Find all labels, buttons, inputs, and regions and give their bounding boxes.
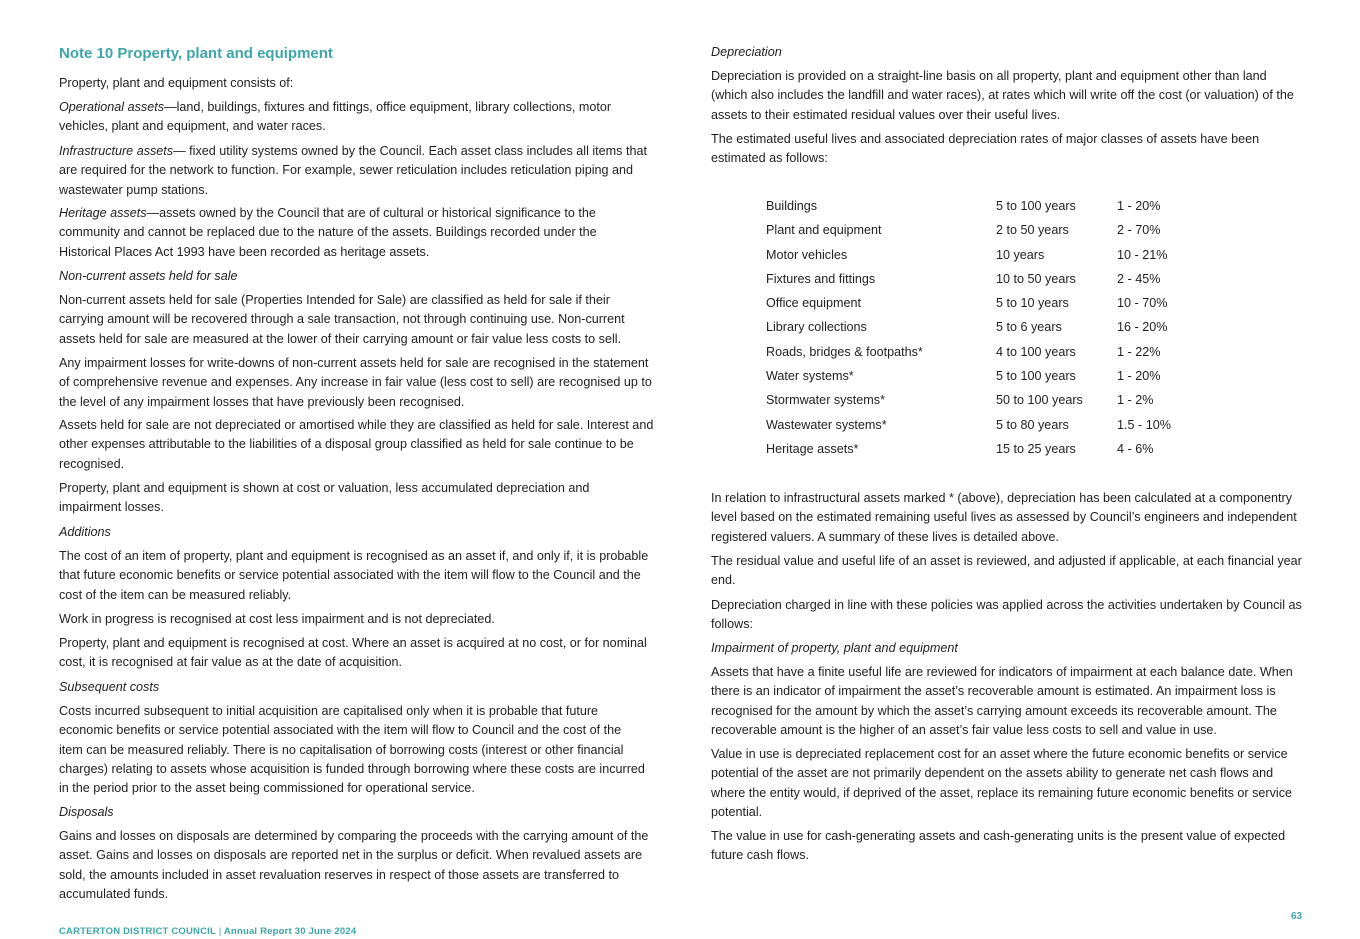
depreciation-paragraph-2: The estimated useful lives and associated depreciation rates of major classes of assets have been estimated as follows:: [711, 132, 1260, 166]
footer-org-name: CARTERTON DISTRICT COUNCIL: [59, 926, 216, 937]
infrastructure-assets-paragraph: Infrastructure assets— fixed utility systems owned by the Council. Each asset class includes all items that are required for the network to function. For example, sewer reticulation includes reticulation piping and wastewater pump stations.: [59, 144, 647, 197]
additions-paragraph-3: Property, plant and equipment is recognised at cost. Where an asset is acquired at no cost, or for nominal cost, it is recognised at fair value as at the date of acquisition.: [59, 636, 647, 670]
useful-life-cell: 50 to 100 years: [996, 393, 1083, 408]
ncahfs-paragraph-3: Assets held for sale are not depreciated or amortised while they are classified as held for sale. Interest and other expenses attributable to the liabilities of a disposal group classified as held for sale continue to be recognised.: [59, 418, 654, 471]
depreciation-rate-cell: 1 - 22%: [1117, 344, 1161, 359]
depreciation-rate-cell: 16 - 20%: [1117, 320, 1168, 335]
disposals-paragraph: Gains and losses on disposals are determined by comparing the proceeds with the carrying amount of the asset. Gains and losses on disposals are reported net in the surplus or deficit. When revalued assets are sold, the amounts included in asset revaluation reserves in respect of those assets are transferred to accumulated funds.: [59, 829, 649, 901]
infrastructure-assets-term: Infrastructure assets: [59, 144, 174, 158]
page-title: Note 10 Property, plant and equipment: [59, 45, 333, 62]
useful-life-cell: 5 to 80 years: [996, 417, 1069, 432]
impairment-paragraph-2: Value in use is depreciated replacement cost for an asset where the future economic benefits or service potential of the asset are not primarily dependent on the assets ability to generate net cash flows and where the entity would, if deprived of the asset, replace its remaining future economic benefits or service potential.: [711, 747, 1293, 819]
section-heading-subsequent-costs: Subsequent costs: [59, 680, 160, 694]
asset-class-cell: Water systems*: [766, 369, 854, 384]
additions-paragraph-1: The cost of an item of property, plant and equipment is recognised as an asset if, and only if, it is probable that future economic benefits or service potential associated with the item will flow to the Council and the cost of the item can be measured reliably.: [59, 549, 649, 602]
operational-assets-term: Operational assets: [59, 100, 165, 114]
asset-class-cell: Plant and equipment: [766, 223, 882, 238]
useful-life-cell: 2 to 50 years: [996, 223, 1069, 238]
heritage-assets-paragraph: Heritage assets—assets owned by the Council that are of cultural or historical significance to the community and cannot be replaced due to the nature of the assets. Buildings recorded under the Historical Places Act 1993 have been recorded as heritage assets.: [59, 206, 597, 259]
ncahfs-paragraph-2: Any impairment losses for write-downs of non-current assets held for sale are recognised in the statement of comprehensive revenue and expenses. Any increase in fair value (less cost to sell) are recognised up to the level of any impairment losses that have previously been recognised.: [59, 356, 652, 409]
page-footer: [59, 925, 356, 939]
depreciation-charged-paragraph: Depreciation charged in line with these policies was applied across the activities undertaken by Council as follows:: [711, 598, 1302, 632]
residual-value-paragraph: The residual value and useful life of an asset is reviewed, and adjusted if applicable, at each financial year end.: [711, 554, 1302, 588]
impairment-paragraph-3: The value in use for cash-generating assets and cash-generating units is the present value of expected future cash flows.: [711, 829, 1286, 863]
asset-class-cell: Fixtures and fittings: [766, 271, 876, 286]
useful-life-cell: 4 to 100 years: [996, 344, 1076, 359]
depreciation-paragraph-1: Depreciation is provided on a straight-line basis on all property, plant and equipment other than land (which also includes the landfill and water races), at rates which will write off the cost (or valuation) of the assets to their estimated residual values over their useful lives.: [711, 69, 1294, 122]
depreciation-rate-cell: 10 - 21%: [1117, 247, 1168, 262]
depreciation-rate-cell: 1 - 20%: [1117, 369, 1161, 384]
impairment-paragraph-1: Assets that have a finite useful life are reviewed for indicators of impairment at each balance date. When there is an indicator of impairment the asset’s recoverable amount is estimated. An impairment loss is recognised for the amount by which the asset’s carrying amount exceeds its recoverable amount. The recoverable amount is the higher of an asset’s fair value less costs to sell and value in use.: [711, 665, 1293, 737]
useful-life-cell: 15 to 25 years: [996, 441, 1076, 456]
useful-life-cell: 10 to 50 years: [996, 271, 1076, 286]
heritage-assets-term: Heritage assets: [59, 206, 147, 220]
asset-class-cell: Roads, bridges & footpaths*: [766, 344, 923, 359]
asset-class-cell: Heritage assets*: [766, 441, 859, 456]
shown-at-cost-paragraph: Property, plant and equipment is shown at cost or valuation, less accumulated depreciation and impairment losses.: [59, 481, 590, 515]
depreciation-rate-cell: 4 - 6%: [1117, 441, 1154, 456]
depreciation-rate-cell: 1.5 - 10%: [1117, 417, 1171, 432]
additions-paragraph-2: Work in progress is recognised at cost less impairment and is not depreciated.: [59, 612, 495, 626]
depreciation-rate-cell: 1 - 20%: [1117, 199, 1161, 213]
useful-life-cell: 10 years: [996, 247, 1045, 262]
depreciation-rate-cell: 10 - 70%: [1117, 296, 1168, 311]
useful-life-cell: 5 to 10 years: [996, 296, 1069, 311]
depreciation-rate-cell: 2 - 45%: [1117, 271, 1161, 286]
ncahfs-paragraph-1: Non-current assets held for sale (Properties Intended for Sale) are classified as held for sale if their carrying amount will be recovered through a sale transaction, not through continuing use. Non-current assets held for sale are measured at the lower of their carrying amount or fair value less costs to sell.: [59, 293, 625, 346]
footer-report-title: Annual Report 30 June 2024: [223, 926, 357, 937]
asset-class-cell: Stormwater systems*: [766, 393, 885, 408]
useful-life-cell: 5 to 6 years: [996, 320, 1062, 335]
infrastructure-note-paragraph: In relation to infrastructural assets marked * (above), depreciation has been calculated at a componentry level based on the estimated remaining useful lives as assessed by Council’s engineers and independent registered valuers. A summary of these lives is detailed above.: [711, 491, 1297, 544]
intro-paragraph: Property, plant and equipment consists of:: [59, 76, 294, 90]
depreciation-rate-cell: 1 - 2%: [1117, 393, 1154, 408]
section-heading-disposals: Disposals: [59, 805, 114, 819]
section-heading-non-current-assets: Non-current assets held for sale: [59, 269, 238, 283]
footer-separator: |: [218, 926, 222, 937]
asset-class-cell: Office equipment: [766, 296, 861, 311]
section-heading-depreciation: Depreciation: [711, 45, 782, 59]
useful-life-cell: 5 to 100 years: [996, 199, 1076, 213]
asset-class-cell: Wastewater systems*: [766, 417, 887, 432]
subsequent-costs-paragraph: Costs incurred subsequent to initial acquisition are capitalised only when it is probable that future economic benefits or service potential associated with the item will flow to Council and the cost of the item can be measured reliably. There is no capitalisation of borrowing costs (interest or other financial charges) relating to assets whose acquisition is funded through borrowing where these costs are incurred in the period prior to the asset being commissioned for operational service.: [59, 704, 645, 796]
asset-class-cell: Library collections: [766, 320, 867, 335]
depreciation-rate-cell: 2 - 70%: [1117, 223, 1161, 238]
asset-class-cell: Motor vehicles: [766, 247, 848, 262]
operational-assets-paragraph: Operational assets—land, buildings, fixtures and fittings, office equipment, library collections, motor vehicles, plant and equipment, and water races.: [59, 100, 612, 134]
useful-life-cell: 5 to 100 years: [996, 369, 1076, 384]
asset-class-cell: Buildings: [766, 199, 818, 213]
section-heading-impairment: Impairment of property, plant and equipment: [711, 641, 958, 655]
section-heading-additions: Additions: [59, 525, 111, 539]
page-number: 63: [1291, 911, 1303, 922]
